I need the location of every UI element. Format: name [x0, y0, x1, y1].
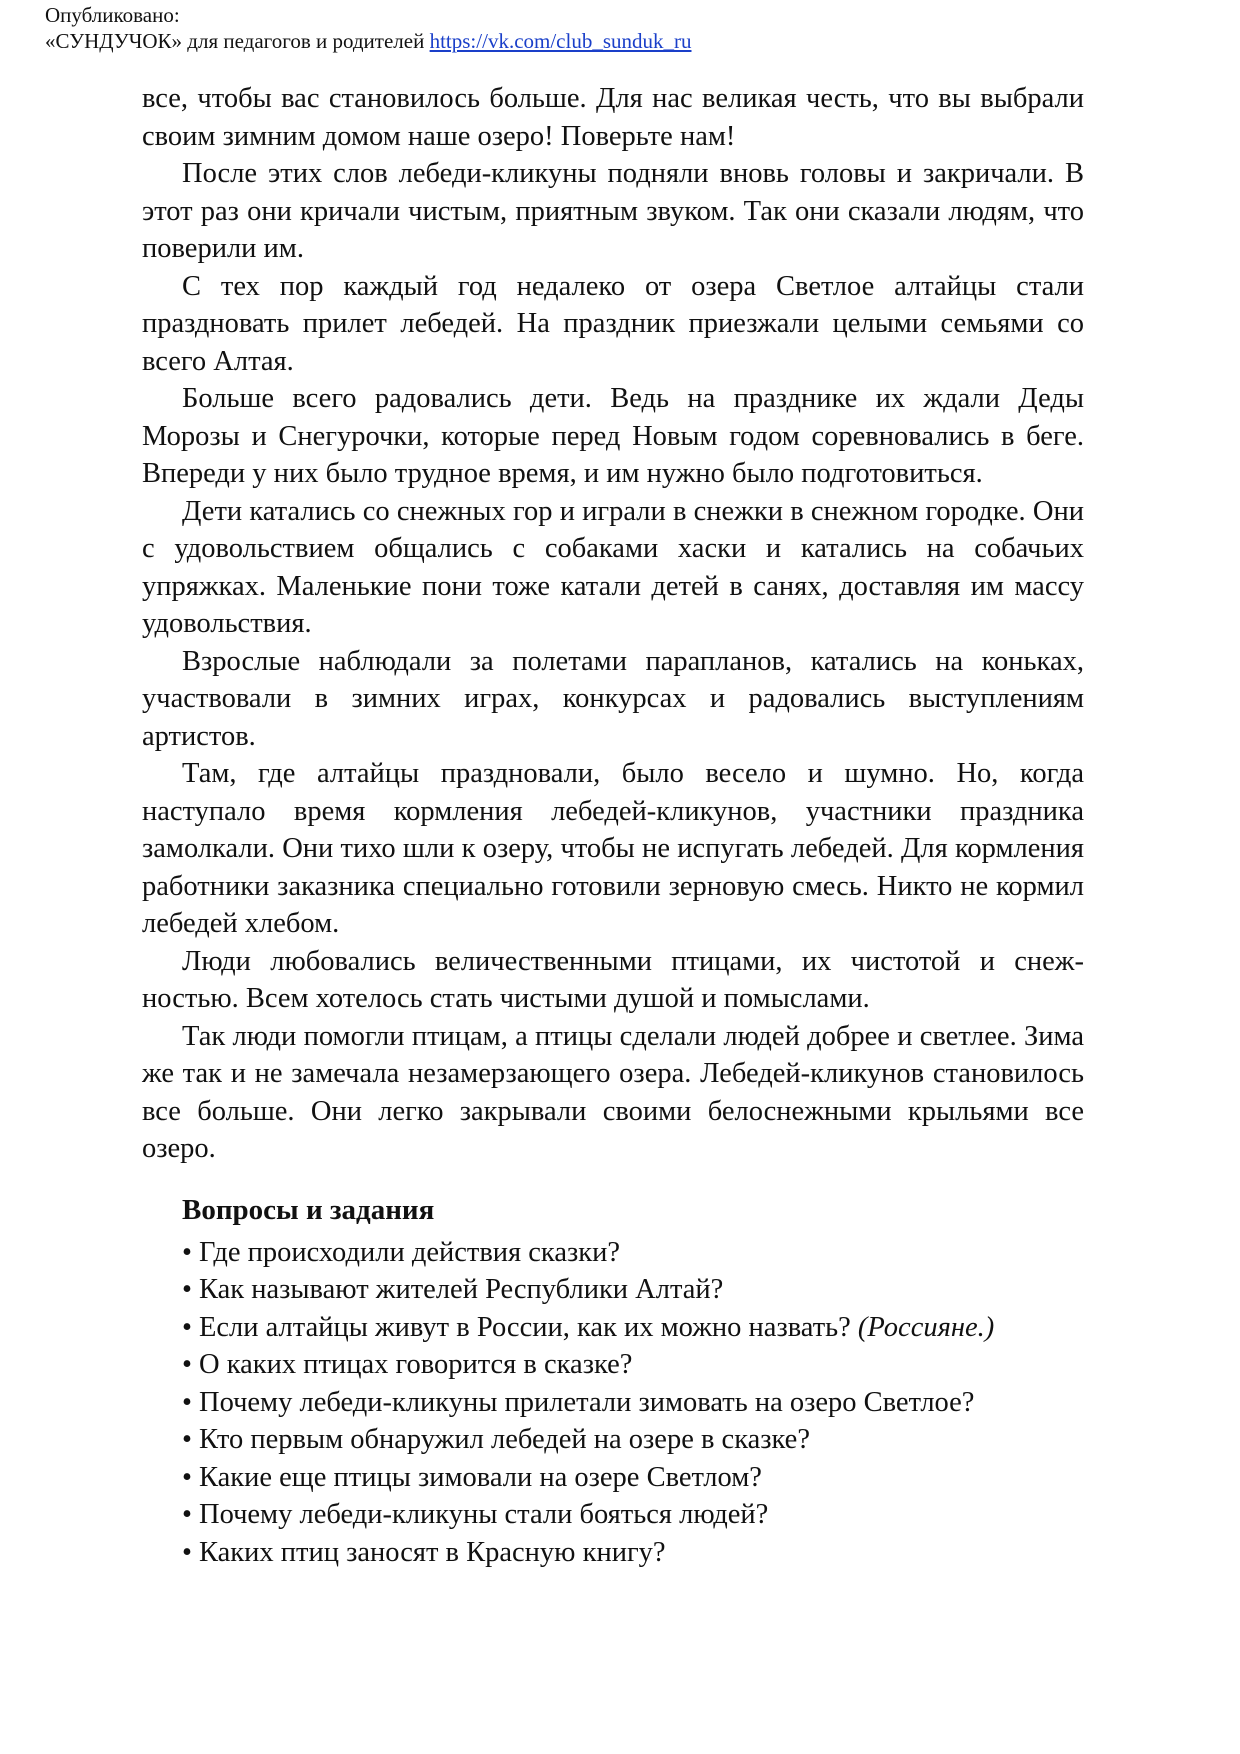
question-text: Если алтайцы живут в России, как их можно назвать? — [198, 1311, 858, 1343]
list-item — [182, 1459, 1084, 1497]
question-text: О каких птицах говорится в сказке? — [198, 1349, 633, 1380]
paragraph: Там, где алтайцы праздновали, было весело и шумно. Но, когда наступало время кормления лебедей-кликунов, участники праздника замолкали. Они тихо шли к озеру, чтобы не испугать лебедей. Для кормления работники заказника специально готовили зерновую смесь. Никто не кормил лебедей хлебом. — [142, 758, 1084, 939]
bullet-icon: • — [182, 1424, 192, 1455]
question-text: Почему лебеди-кликуны стали бояться людей? — [198, 1499, 769, 1530]
section-heading: Вопросы и задания — [182, 1193, 435, 1226]
bullet-icon: • — [182, 1499, 192, 1530]
paragraph: Больше всего радовались дети. Ведь на празднике их ждали Деды Морозы и Снегурочки, которые перед Новым годом соревновались в беге. Впереди у них было трудное время, и им нужно было подготовиться. — [142, 383, 1084, 489]
bullet-icon: • — [182, 1386, 192, 1418]
publisher-line — [45, 28, 692, 54]
question-text: Кто первым обнаружил лебедей на озере в сказке? — [198, 1424, 810, 1455]
publisher-name: «СУНДУЧОК» для педагогов и родителей — [45, 29, 430, 53]
bullet-icon: • — [182, 1349, 192, 1380]
list-item — [182, 1384, 1084, 1422]
question-text: Как называют жителей Республики Алтай? — [198, 1274, 724, 1305]
question-text: Каких птиц заносят в Красную книгу? — [198, 1536, 666, 1568]
list-item — [182, 1496, 1084, 1534]
paragraph: После этих слов лебеди-кликуны подняли вновь головы и закричали. В этот раз они кричали чистым, приятным звуком. Так они сказали людям, что поверили им. — [142, 158, 1084, 264]
paragraph: Взрослые наблюдали за полетами парапланов, катались на коньках, участвовали в зимних играх, конкурсах и радовались выступлениям артистов. — [142, 645, 1084, 752]
paragraph: Дети катались со снежных гор и играли в снежки в снежном городке. Они с удовольствием общались с собаками хаски и катались на собачьих упряжках. Маленькие пони тоже катали детей в санях, доставляя им массу удовольствия. — [142, 495, 1084, 639]
paragraph: все, чтобы вас становилось больше. Для нас великая честь, что вы выбрали своим зимним домом наше озеро! Поверьте нам! — [142, 83, 1084, 152]
list-item — [182, 1234, 1084, 1272]
list-item — [182, 1534, 1084, 1572]
paragraph: Так люди помогли птицам, а птицы сделали людей добрее и светлее. Зима же так и не замечала незамерзающего озера. Лебедей-кликунов становилось все больше. Они легко закрывали своими белоснежными крыльями все озеро. — [142, 1020, 1084, 1164]
bullet-icon: • — [182, 1461, 192, 1493]
paragraph: С тех пор каждый год недалеко от озера Светлое алтайцы стали праздновать прилет лебедей. На праздник приезжали целыми семьями со всего Алтая. — [142, 270, 1084, 377]
questions-list — [142, 1234, 1084, 1572]
bullet-icon: • — [182, 1236, 192, 1268]
publication-header — [45, 2, 692, 54]
page-body — [142, 80, 1084, 1571]
list-item — [182, 1271, 1084, 1309]
question-text: Где происходили действия сказки? — [198, 1236, 620, 1268]
question-text: Какие еще птицы зимовали на озере Светлом? — [198, 1461, 762, 1493]
publisher-link[interactable]: https://vk.com/club_sunduk_ru — [429, 29, 692, 53]
question-text: Почему лебеди-кликуны прилетали зимовать на озеро Светлое? — [198, 1386, 975, 1418]
list-item — [182, 1421, 1084, 1459]
paragraph: Люди любовались величественными птицами, их чистотой и снежностью. Всем хотелось стать чистыми душой и помыслами. — [142, 945, 1084, 1014]
bullet-icon: • — [182, 1536, 192, 1568]
question-answer: (Россияне.) — [857, 1311, 995, 1343]
list-item — [182, 1309, 1084, 1347]
published-label: Опубликовано: — [45, 3, 180, 27]
list-item — [182, 1346, 1084, 1384]
bullet-icon: • — [182, 1274, 192, 1305]
bullet-icon: • — [182, 1311, 192, 1343]
